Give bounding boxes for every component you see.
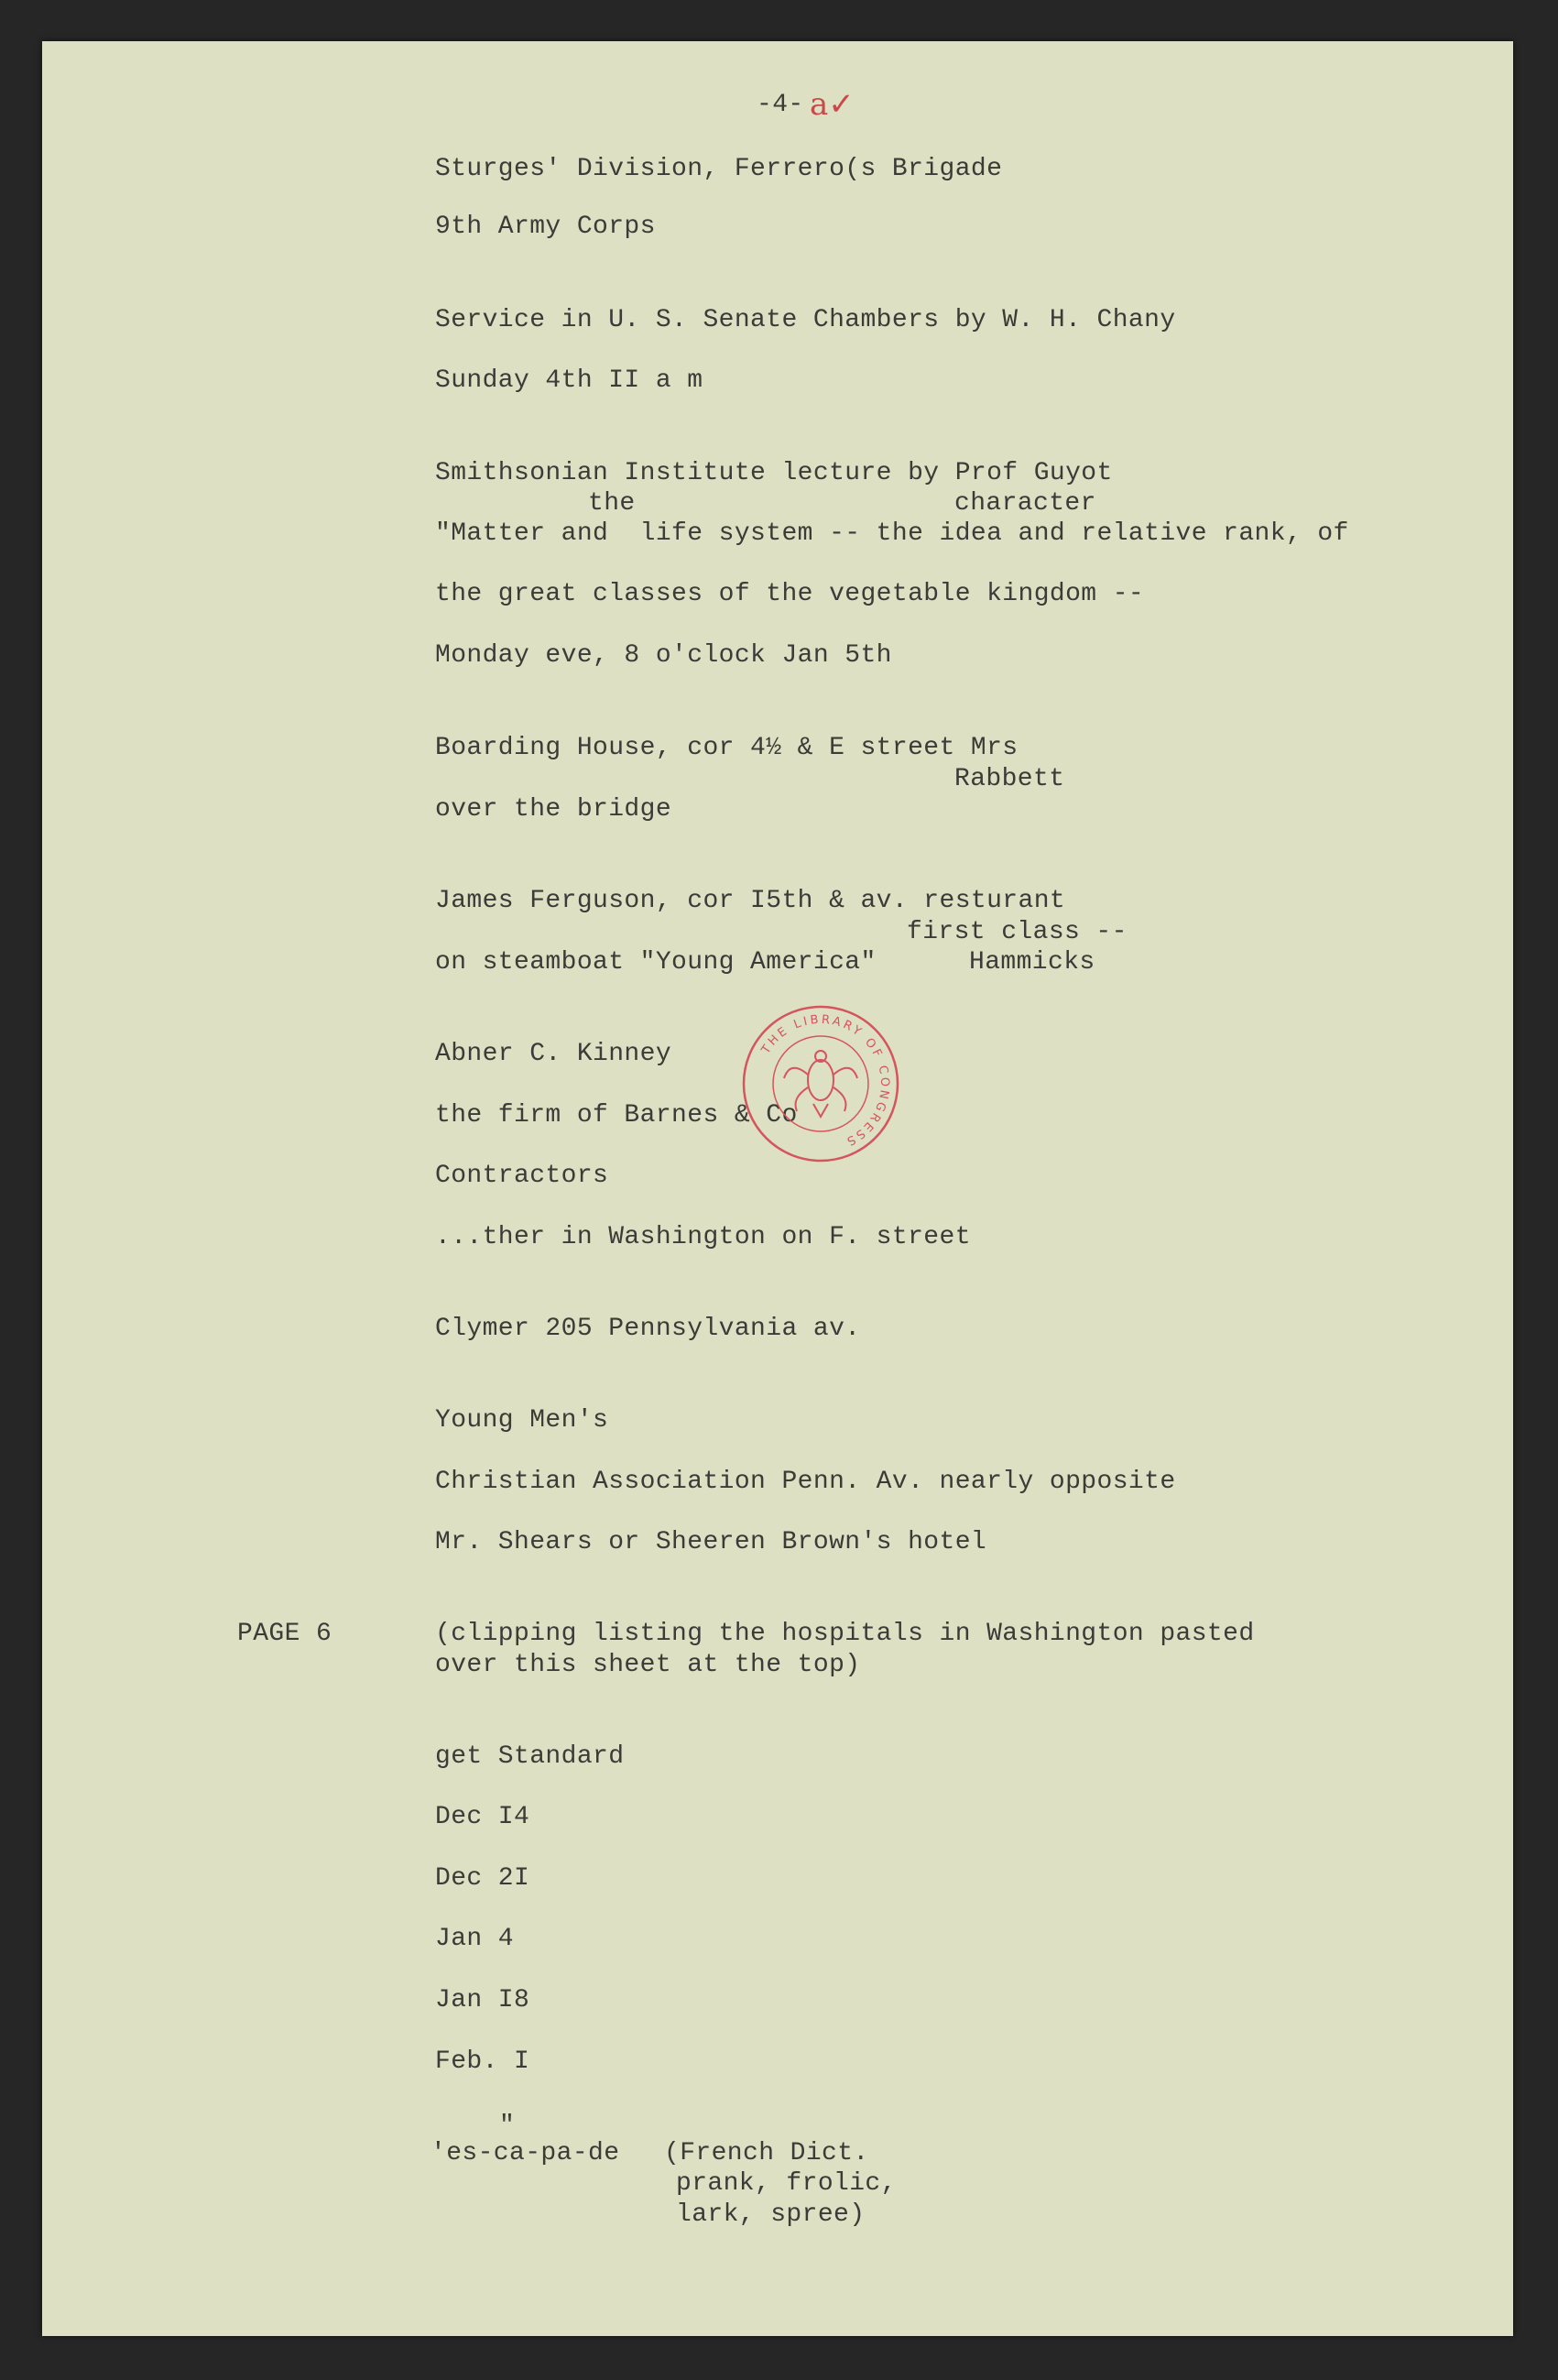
text-line: Young Men's — [435, 1406, 609, 1435]
text-line: (French Dict. — [664, 2139, 869, 2167]
text-line: prank, frolic, — [676, 2169, 897, 2198]
text-line: Sturges' Division, Ferrero(s Brigade — [435, 155, 1003, 183]
text-line: Jan 4 — [435, 1925, 515, 1953]
insertion-text: character — [954, 489, 1096, 518]
text-line: lark, spree) — [676, 2200, 866, 2229]
text-line: Monday eve, 8 o'clock Jan 5th — [435, 641, 892, 670]
text-line: Rabbett — [954, 765, 1065, 793]
text-line: get Standard — [435, 1742, 625, 1771]
text-line: Clymer 205 Pennsylvania av. — [435, 1315, 861, 1343]
text-line: over this sheet at the top) — [435, 1651, 861, 1679]
document-sheet — [42, 41, 1513, 2336]
text-line: Hammicks — [969, 948, 1095, 977]
text-line: Mr. Shears or Sheeren Brown's hotel — [435, 1528, 987, 1556]
insertion-text: the — [588, 489, 636, 518]
text-line: Smithsonian Institute lecture by Prof Guyot — [435, 459, 1113, 487]
text-line: 9th Army Corps — [435, 213, 656, 241]
text-line: "Matter and life system -- the idea and relative rank, of — [435, 519, 1349, 548]
text-line: the firm of Barnes & Co — [435, 1101, 798, 1130]
page-label: PAGE 6 — [237, 1620, 332, 1648]
stamp-text: THE LIBRARY OF CONGRESS — [758, 1012, 892, 1150]
text-line: ...ther in Washington on F. street — [435, 1223, 971, 1251]
accent-mark: " — [499, 2112, 516, 2140]
text-line: 'es-ca-pa-de — [430, 2139, 620, 2167]
text-line: over the bridge — [435, 795, 672, 824]
text-line: Jan I8 — [435, 1986, 530, 2014]
text-line: Feb. I — [435, 2047, 530, 2076]
text-line: Abner C. Kinney — [435, 1040, 672, 1068]
text-line: Contractors — [435, 1162, 609, 1190]
library-stamp — [740, 1003, 901, 1164]
page-number: -4- — [757, 91, 804, 119]
svg-text:THE LIBRARY OF CONGRESS — [758, 1013, 891, 1149]
text-line: the great classes of the vegetable kingdom -- — [435, 580, 1145, 608]
text-line: first class -- — [907, 918, 1128, 946]
text-line: Christian Association Penn. Av. nearly opposite — [435, 1468, 1176, 1496]
text-line: on steamboat "Young America" — [435, 948, 877, 977]
text-line: Service in U. S. Senate Chambers by W. H. Chany — [435, 306, 1176, 334]
text-line: Sunday 4th II a m — [435, 366, 703, 395]
text-line: Boarding House, cor 4½ & E street Mrs — [435, 734, 1019, 762]
text-line: James Ferguson, cor I5th & av. resturant — [435, 887, 1066, 915]
text-line: Dec 2I — [435, 1864, 530, 1893]
folio-mark: a✓ — [810, 86, 855, 123]
text-line: Dec I4 — [435, 1803, 530, 1831]
text-line: (clipping listing the hospitals in Washington pasted — [435, 1620, 1255, 1648]
